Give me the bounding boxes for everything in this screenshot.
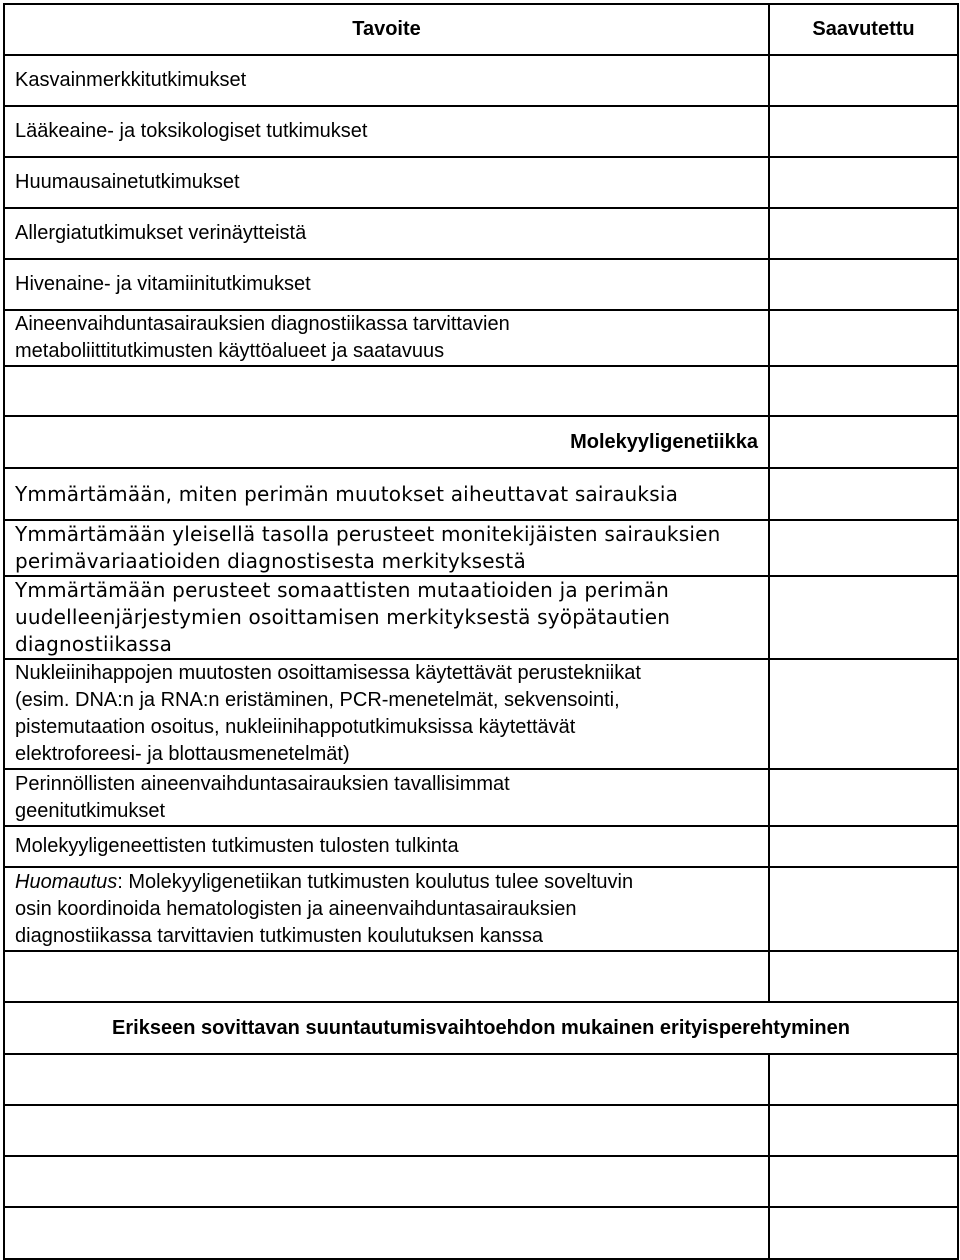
achieved-cell[interactable]	[769, 659, 958, 769]
empty-row	[4, 1156, 958, 1207]
achieved-cell[interactable]	[769, 576, 958, 659]
achieved-cell[interactable]	[769, 157, 958, 208]
achieved-cell[interactable]	[769, 520, 958, 576]
goal-item: Molekyyligeneettisten tutkimusten tulosten tulkinta	[4, 826, 769, 867]
section-header-row	[4, 416, 958, 468]
empty-row	[4, 366, 958, 416]
achieved-cell[interactable]	[769, 867, 958, 951]
note-row	[4, 867, 958, 951]
achieved-cell[interactable]	[769, 468, 958, 520]
achieved-cell[interactable]	[769, 1054, 958, 1105]
section-title-molecular: Molekyyligenetiikka	[4, 416, 769, 468]
achieved-cell[interactable]	[769, 769, 958, 826]
goal-item: Ymmärtämään perusteet somaattisten mutaatioiden ja perimän uudelleenjärjestymien osoittamisen merkityksestä syöpätautien diagnostiikassa	[4, 576, 769, 659]
section-header-row	[4, 1002, 958, 1054]
achieved-header: Saavutettu	[769, 4, 958, 55]
empty-goal-cell[interactable]	[4, 951, 769, 1002]
achieved-cell[interactable]	[769, 310, 958, 366]
table-row	[4, 468, 958, 520]
table-row	[4, 659, 958, 769]
table-row	[4, 310, 958, 366]
achieved-cell[interactable]	[769, 366, 958, 416]
goal-item: Nukleiinihappojen muutosten osoittamisessa käytettävät perustekniikat (esim. DNA:n ja RNA:n eristäminen, PCR-menetelmät, sekvensointi, pistemutaation osoitus, nukleiinihappotutkimuksissa käytettävät elektroforeesi- ja blottausmenetelmät)	[4, 659, 769, 769]
goal-item: Huumausainetutkimukset	[4, 157, 769, 208]
empty-row	[4, 951, 958, 1002]
note-text: Huomautus: Molekyyligenetiikan tutkimusten koulutus tulee soveltuvin osin koordinoida hematologisten ja aineenvaihduntasairauksien diagnostiikassa tarvittavien tutkimusten koulutuksen kanssa	[4, 867, 769, 951]
goal-item: Lääkeaine- ja toksikologiset tutkimukset	[4, 106, 769, 157]
table-row	[4, 106, 958, 157]
goal-item: Perinnöllisten aineenvaihduntasairauksien tavallisimmat geenitutkimukset	[4, 769, 769, 826]
note-label: Huomautus	[15, 870, 118, 893]
achieved-cell[interactable]	[769, 1156, 958, 1207]
empty-row	[4, 1207, 958, 1259]
achieved-cell[interactable]	[769, 416, 958, 468]
achieved-cell[interactable]	[769, 106, 958, 157]
achieved-cell[interactable]	[769, 951, 958, 1002]
empty-row	[4, 1054, 958, 1105]
achieved-cell[interactable]	[769, 259, 958, 310]
table-row	[4, 157, 958, 208]
goal-item: Kasvainmerkkitutkimukset	[4, 55, 769, 106]
header-row	[4, 4, 958, 55]
training-goals-table	[3, 3, 959, 1260]
goal-item: Allergiatutkimukset verinäytteistä	[4, 208, 769, 259]
goal-header: Tavoite	[4, 4, 769, 55]
goal-item: Aineenvaihduntasairauksien diagnostiikassa tarvittavien metaboliittitutkimusten käyttöalueet ja saatavuus	[4, 310, 769, 366]
achieved-cell[interactable]	[769, 1207, 958, 1259]
table-row	[4, 55, 958, 106]
section-title-specialization: Erikseen sovittavan suuntautumisvaihtoehdon mukainen erityisperehtyminen	[4, 1002, 958, 1054]
table-row	[4, 576, 958, 659]
empty-goal-cell[interactable]	[4, 366, 769, 416]
table-row	[4, 520, 958, 576]
empty-goal-cell[interactable]	[4, 1054, 769, 1105]
achieved-cell[interactable]	[769, 826, 958, 867]
achieved-cell[interactable]	[769, 208, 958, 259]
achieved-cell[interactable]	[769, 55, 958, 106]
table-row	[4, 826, 958, 867]
goal-item: Ymmärtämään, miten perimän muutokset aiheuttavat sairauksia	[4, 468, 769, 520]
table-row	[4, 208, 958, 259]
empty-goal-cell[interactable]	[4, 1156, 769, 1207]
empty-goal-cell[interactable]	[4, 1105, 769, 1156]
goal-item: Ymmärtämään yleisellä tasolla perusteet monitekijäisten sairauksien perimävariaatioiden diagnostisesta merkityksestä	[4, 520, 769, 576]
goal-item: Hivenaine- ja vitamiinitutkimukset	[4, 259, 769, 310]
empty-row	[4, 1105, 958, 1156]
achieved-cell[interactable]	[769, 1105, 958, 1156]
table-row	[4, 259, 958, 310]
empty-goal-cell[interactable]	[4, 1207, 769, 1259]
table-row	[4, 769, 958, 826]
